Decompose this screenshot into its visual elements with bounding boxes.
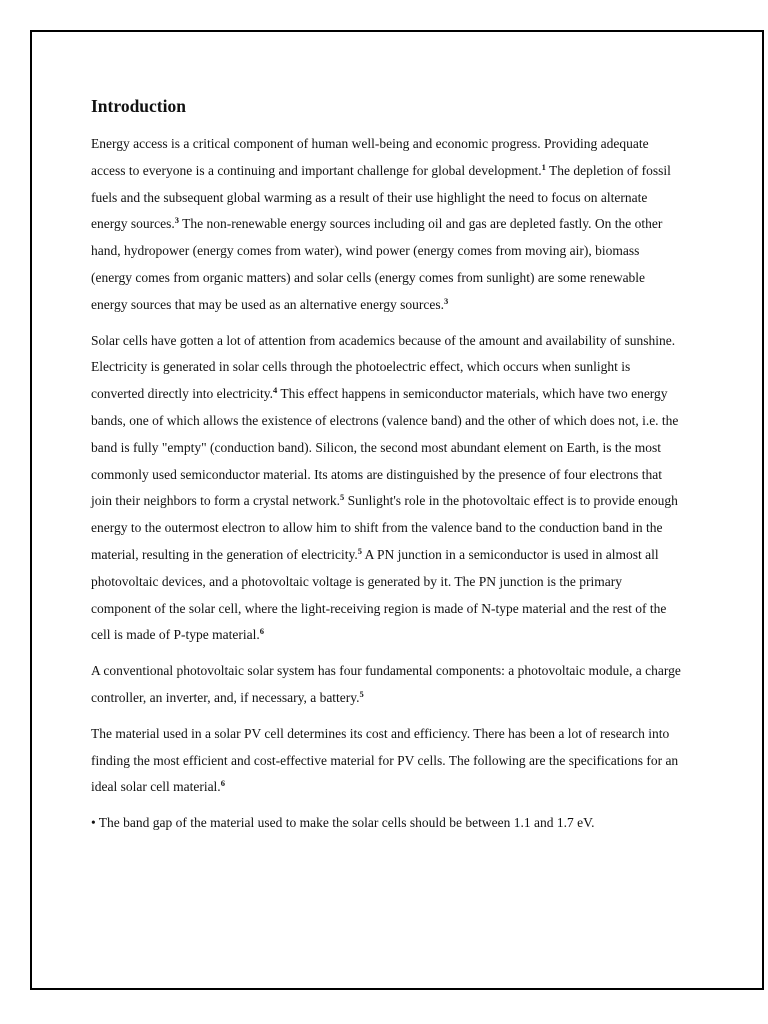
paragraph-text: The material used in a solar PV cell determines its cost and efficiency. There has been a lot of research into finding the most efficient and cost-effective material for PV cells. The following are the specifications for an ideal solar cell material.	[91, 725, 679, 795]
citation-superscript: 4	[273, 385, 278, 396]
citation-superscript: 6	[259, 626, 264, 637]
paragraph-text: The non-renewable energy sources including oil and gas are depleted fastly. On the other hand, hydropower (energy comes from water), wind power (energy comes from moving air), biomass (energy comes from organic matters) and solar cells (energy comes from sunlight) are some renewable energy sources that may be used as an alternative energy sources.	[91, 216, 663, 312]
paragraph-text: This effect happens in semiconductor materials, which have two energy bands, one of which allows the existence of electrons (valence band) and the other of which does not, i.e. the band is fully "empty" (conduction band). Silicon, the second most abundant element on Earth, is the most commonly used semiconductor material. Its atoms are distinguished by the presence of four electrons that join their neighbors to form a crystal network.	[91, 386, 679, 509]
body-paragraph	[91, 658, 681, 712]
citation-superscript: 3	[444, 295, 449, 306]
citation-superscript: 5	[359, 688, 364, 699]
bullet-mark: •	[91, 815, 96, 831]
paragraph-text: Sunlight's role in the photovoltaic effect is to provide enough energy to the outermost electron to allow him to shift from the valence band to the conduction band in the material, resulting in the generation of electricity.	[91, 493, 678, 562]
citation-superscript: 5	[339, 492, 345, 503]
paragraph-text: The depletion of fossil fuels and the subsequent global warming as a result of their use highlight the need to focus on alternate energy sources.	[91, 162, 671, 232]
section-heading: Introduction	[91, 96, 186, 116]
citation-superscript: 1	[541, 161, 546, 172]
bullet-item	[91, 810, 681, 837]
citation-superscript: 5	[357, 545, 363, 556]
paragraph-text: Energy access is a critical component of human well-being and economic progress. Providing adequate access to everyone is a continuing and important challenge for global development.	[91, 136, 649, 178]
bullet-text: The band gap of the material used to make the solar cells should be between 1.1 and 1.7 eV.	[98, 815, 595, 831]
body-paragraph	[91, 328, 681, 650]
body-paragraph	[91, 131, 681, 319]
paragraph-list	[91, 131, 681, 801]
citation-superscript: 3	[174, 215, 179, 226]
paragraph-text: A conventional photovoltaic solar system has four fundamental components: a photovoltaic module, a charge controller, an inverter, and, if necessary, a battery.	[91, 663, 681, 705]
document-body	[91, 94, 681, 846]
document-page	[30, 30, 764, 990]
citation-superscript: 6	[220, 778, 225, 789]
paragraph-text: Solar cells have gotten a lot of attention from academics because of the amount and availability of sunshine. Electricity is generated in solar cells through the photoelectric effect, which occurs when sunlight is converted directly into electricity.	[91, 332, 676, 402]
paragraph-text: A PN junction in a semiconductor is used in almost all photovoltaic devices, and a photovoltaic voltage is generated by it. The PN junction is the primary component of the solar cell, where the light-receiving region is made of N-type material and the rest of the cell is made of P-type material.	[91, 546, 667, 643]
bullet-list	[91, 810, 681, 837]
body-paragraph	[91, 721, 681, 801]
